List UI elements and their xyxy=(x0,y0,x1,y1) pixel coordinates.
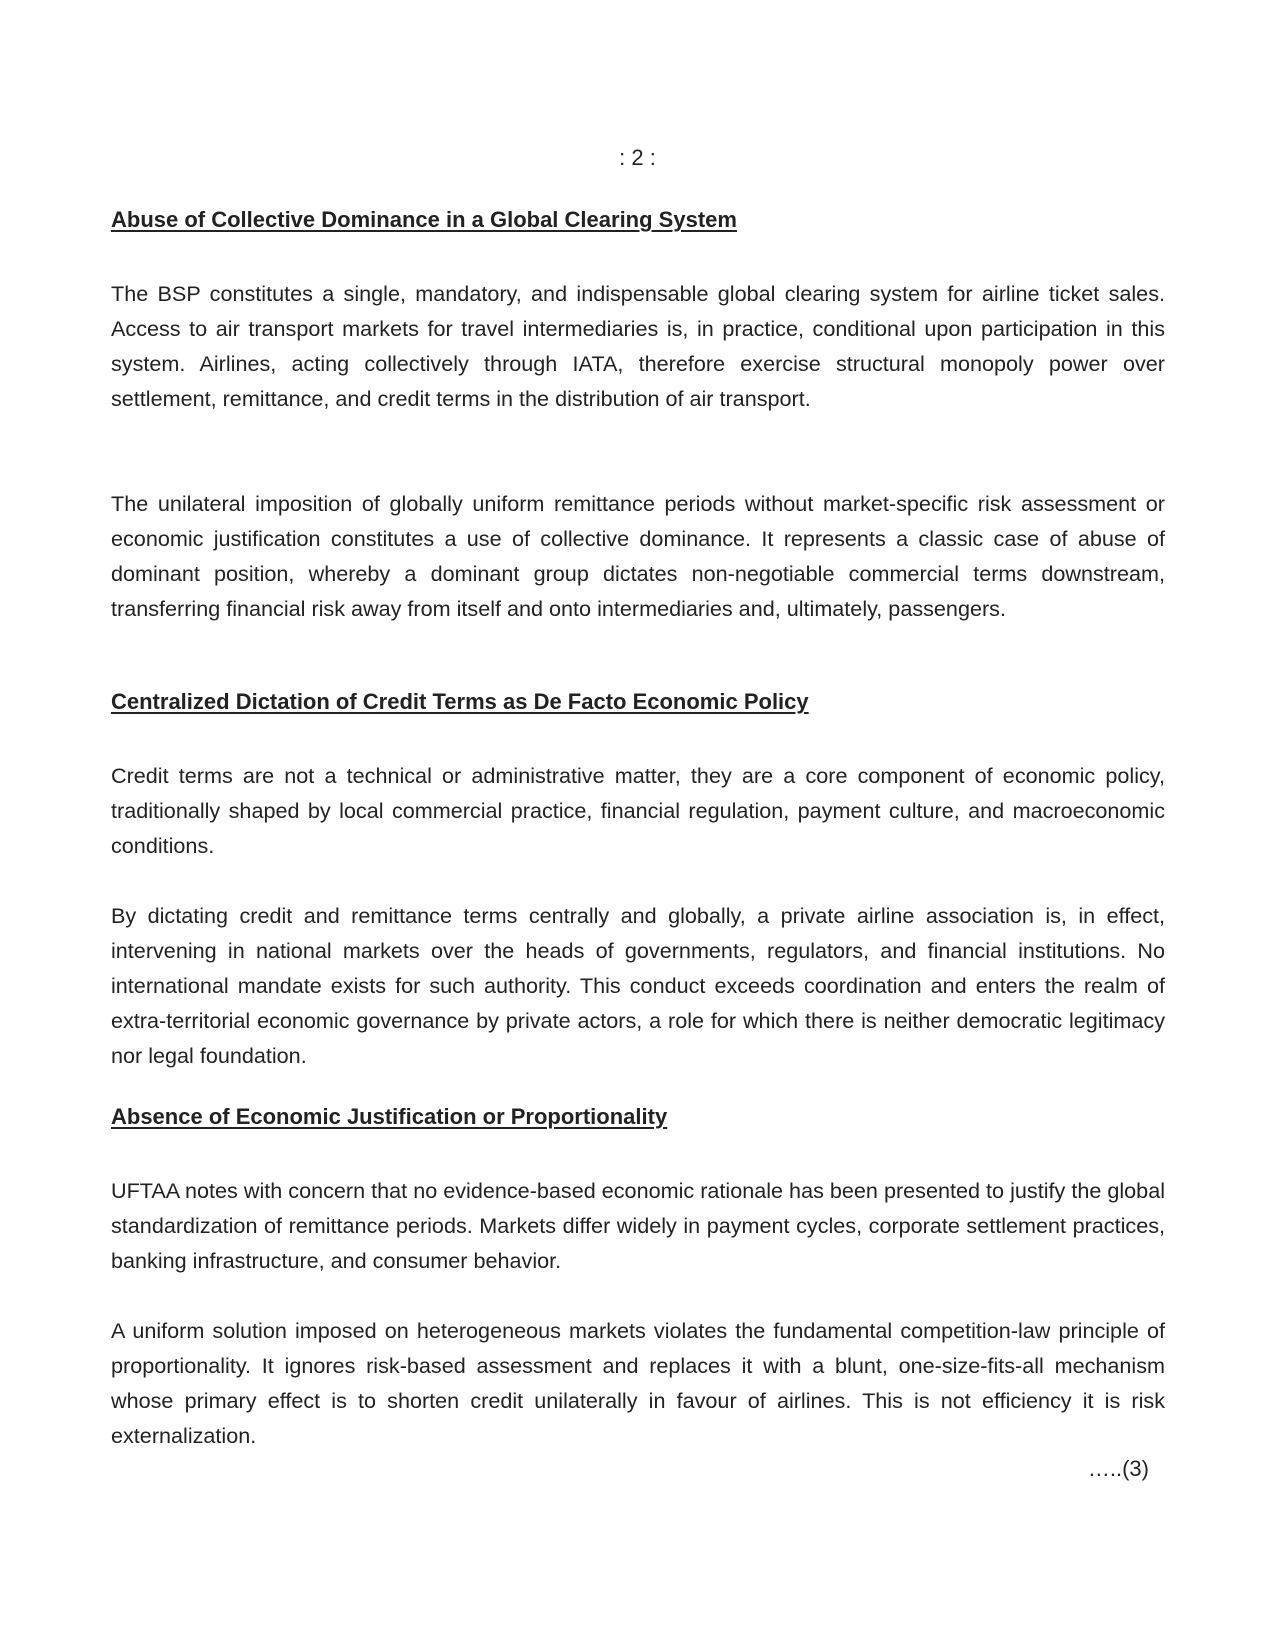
continuation-marker: …..(3) xyxy=(1087,1456,1149,1481)
paragraph-uniform-solution: A uniform solution imposed on heterogeneous markets violates the fundamental competition-law principle of proportionality. It ignores risk-based assessment and replaces it with a blunt, one-size-fits-all mechanism whose primary effect is to shorten credit unilaterally in favour of airlines. This is not efficiency it is risk externalization. xyxy=(111,1318,1165,1448)
section-heading-centralized-dictation: Centralized Dictation of Credit Terms as De Facto Economic Policy xyxy=(111,689,809,714)
section-heading-economic-justification: Absence of Economic Justification or Proportionality xyxy=(111,1104,668,1129)
paragraph-unilateral-imposition: The unilateral imposition of globally uniform remittance periods without market-specific risk assessment or economic justification constitutes a use of collective dominance. It represents a classic case of abuse of dominant position, whereby a dominant group dictates non-negotiable commercial terms downstream, transferring financial risk away from itself and onto intermediaries and, ultimately, passengers. xyxy=(111,491,1165,621)
paragraph-bsp-clearing-system: The BSP constitutes a single, mandatory, and indispensable global clearing system for airline ticket sales. Access to air transport markets for travel intermediaries is, in practice, conditional upon participation in this system. Airlines, acting collectively through IATA, therefore exercise structural monopoly power over settlement, remittance, and credit terms in the distribution of air transport. xyxy=(111,281,1165,411)
paragraph-uftaa-concern: UFTAA notes with concern that no evidence-based economic rationale has been presented to justify the global standardization of remittance periods. Markets differ widely in payment cycles, corporate settlement practices, banking infrastructure, and consumer behavior. xyxy=(111,1178,1165,1273)
page-number: : 2 : xyxy=(619,145,656,170)
paragraph-dictating-credit: By dictating credit and remittance terms centrally and globally, a private airline association is, in effect, intervening in national markets over the heads of governments, regulators, and financial institutions. No international mandate exists for such authority. This conduct exceeds coordination and enters the realm of extra-territorial economic governance by private actors, a role for which there is neither democratic legitimacy nor legal foundation. xyxy=(111,903,1165,1068)
paragraph-credit-terms: Credit terms are not a technical or administrative matter, they are a core component of economic policy, traditionally shaped by local commercial practice, financial regulation, payment culture, and macroeconomic conditions. xyxy=(111,763,1165,858)
section-heading-collective-dominance: Abuse of Collective Dominance in a Global Clearing System xyxy=(111,207,737,232)
